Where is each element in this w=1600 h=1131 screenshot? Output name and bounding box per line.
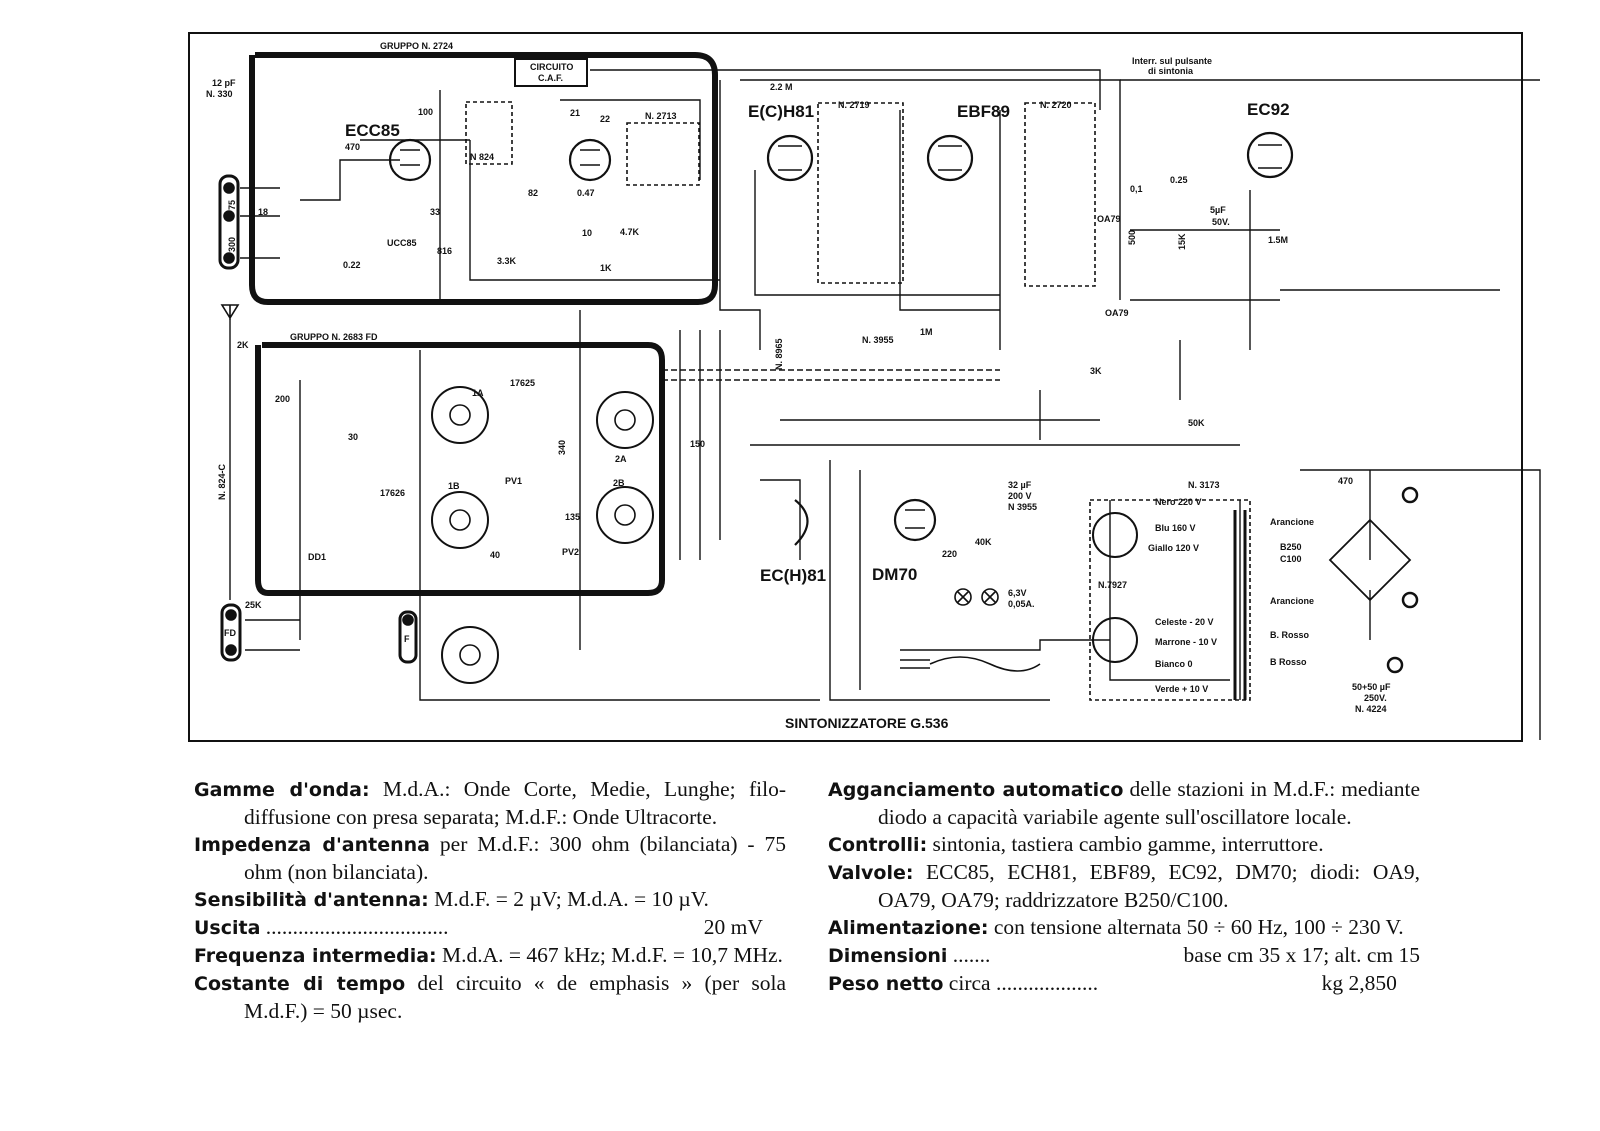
schematic-title: SINTONIZZATORE G.536 [785,715,949,731]
spec-frequenza [194,942,786,970]
val-lamp: 6,3V [1008,588,1027,598]
if-transformer-2713 [627,123,699,185]
oa79a-label: OA79 [1097,214,1121,224]
spec-peso-circa: circa [943,971,996,995]
spec-sensibilita-text: M.d.F. = 2 µV; M.d.A. = 10 µV. [428,887,709,911]
spec-agganciamento-label: Agganciamento automatico [828,779,1124,801]
val-340: 340 [557,439,567,455]
val-1m: 1M [920,327,933,337]
spec-gamme [194,776,786,831]
val-50v: 50V. [1212,217,1230,227]
val-022: 0.22 [343,260,361,270]
spec-gamme-text: M.d.A.: Onde Corte, Medie, Lunghe; filo-diffusione con presa separata; M.d.F.: Onde Ultracorte. [244,777,787,829]
val-40k: 40K [975,537,992,547]
ant-75-label: 75 [227,199,237,210]
spec-valvole-text: ECC85, ECH81, EBF89, EC92, DM70; diodi: OA9, OA79, OA79; raddrizzatore B250/C100. [878,860,1420,912]
pilot-lamp-1 [955,589,971,605]
tr-celeste: Celeste - 20 V [1155,617,1214,627]
val-82: 82 [528,188,539,198]
val-50-50uf: 50+50 µF [1352,682,1391,692]
tr-marrone: Marrone - 10 V [1155,637,1218,647]
spec-uscita [194,914,786,942]
val-18: 18 [258,207,269,217]
spec-alimentazione-text: con tensione alternata 50 ÷ 60 Hz, 100 ÷ 230 V. [988,915,1404,939]
interr-label-2: di sintonia [1148,66,1193,76]
tube-ech81 [768,136,812,180]
spec-impedenza-text: per M.d.F.: 300 ohm (bilanciata) - 75 ohm (non bilanciata). [244,832,786,884]
spec-alimentazione-label: Alimentazione: [828,917,989,939]
val-135: 135 [565,512,581,522]
spec-controlli-label: Controlli: [828,834,928,856]
tube-ec92-label: EC92 [1247,100,1290,119]
n3955b-label: N 3955 [1008,502,1038,512]
val-30: 30 [348,432,359,442]
antenna-symbol [222,305,238,320]
spec-peso-value: kg 2,850 [1321,971,1397,995]
pilot-lamp-2 [982,589,998,605]
tube-ecc85-b [570,140,610,180]
n8965-label: N. 8965 [774,338,784,370]
spec-costante [194,970,786,1025]
spec-costante-text: del circuito « de emphasis » (per sola M.d.F.) = 50 µsec. [244,971,786,1023]
spec-valvole [828,859,1420,914]
spec-agganciamento [828,776,1420,831]
if-transformer-2720 [1025,103,1095,286]
tr-giallo: Giallo 120 V [1148,543,1200,553]
tube-ech81b-label: EC(H)81 [760,566,827,585]
circuito-label: CIRCUITO [530,62,574,72]
spec-uscita-dots: .................................. [260,915,449,939]
val-100: 100 [418,107,434,117]
spec-gamme-label: Gamme d'onda: [194,779,370,801]
spec-controlli-text: sintonia, tastiera cambio gamme, interruttore. [927,832,1324,856]
switch-1b [432,492,488,548]
mains-plug [900,657,1040,671]
spec-impedenza-label: Impedenza d'antenna [194,834,430,856]
oa79b-label: OA79 [1105,308,1129,318]
switch-1a-label: 1A [472,388,484,398]
val-10: 10 [582,228,593,238]
spec-peso-label: Peso netto [828,973,944,995]
spec-dimensioni-label: Dimensioni [828,945,948,967]
interr-label-1: Interr. sul pulsante [1132,56,1213,66]
val-32uf: 32 µF [1008,480,1032,490]
val-17626: 17626 [380,488,406,498]
tube-ech81-b [795,500,808,545]
val-lamp-a: 0,05A. [1008,599,1035,609]
tube-ebf89 [928,136,972,180]
val-15k: 15K [1177,233,1187,250]
spec-uscita-value: 20 mV [703,915,763,939]
spec-frequenza-text: M.d.A. = 467 kHz; M.d.F. = 10,7 MHz. [436,943,783,967]
switch-1b-label: 1B [448,481,460,491]
spec-sensibilita [194,886,786,914]
if-transformer-2719 [818,103,903,283]
n3955-label: N. 3955 [862,335,894,345]
specs-right-column [828,776,1420,998]
val-200: 200 [275,394,291,404]
tube-ebf89-label: EBF89 [957,102,1010,121]
tr-rosso-1: B. Rosso [1270,630,1310,640]
spec-controlli [828,831,1420,859]
specs-left-column [194,776,786,1025]
val-01: 0,1 [1130,184,1143,194]
tube-ec92 [1248,133,1292,177]
spec-dimensioni-value: base cm 35 x 17; alt. cm 15 [1183,943,1420,967]
switch-f [442,627,498,683]
val-220: 220 [942,549,958,559]
val-pv2: PV2 [562,547,580,557]
n4224-label: N. 4224 [1355,704,1387,714]
val-17625: 17625 [510,378,536,388]
val-3k: 3K [1090,366,1102,376]
tube-dm70-label: DM70 [872,565,918,584]
val-200v: 200 V [1008,491,1032,501]
n330-label: N. 330 [206,89,233,99]
spec-costante-label: Costante di tempo [194,973,406,995]
val-047: 0.47 [577,188,595,198]
val-33k: 3.3K [497,256,517,266]
val-25k-a: 25K [245,600,262,610]
val-470: 470 [345,142,361,152]
spec-impedenza [194,831,786,886]
b250-label: B250 [1280,542,1302,552]
val-21: 21 [570,108,581,118]
val-250v: 250V. [1364,693,1387,703]
fd-label: FD [224,628,236,638]
val-22: 22 [600,114,611,124]
spec-uscita-label: Uscita [194,917,261,939]
switch-2b [597,487,653,543]
tube-ucc85-label: UCC85 [387,238,417,248]
n2720-label: N. 2720 [1040,100,1072,110]
spec-frequenza-label: Frequenza intermedia: [194,945,437,967]
spec-valvole-label: Valvole: [828,862,914,884]
n2713-label: N. 2713 [645,111,677,121]
spec-dimensioni [828,942,1420,970]
n3173-label: N. 3173 [1188,480,1220,490]
switch-2a [597,392,653,448]
n2719-label: N. 2719 [838,100,870,110]
val-1k: 1K [600,263,612,273]
tube-dm70 [895,500,935,540]
output-jack-bottom [1388,658,1402,672]
val-2k: 2K [237,340,249,350]
c100-rect-label: C100 [1280,554,1302,564]
caf-label: C.A.F. [538,73,564,83]
val-5uf: 5µF [1210,205,1226,215]
spec-sensibilita-label: Sensibilità d'antenna: [194,889,429,911]
f-label: F [404,634,410,644]
n7927-label: N.7927 [1098,580,1128,590]
switch-2b-label: 2B [613,478,625,488]
output-jack-mid [1403,593,1417,607]
spec-alimentazione [828,914,1420,942]
n824-label: N 824 [470,152,495,162]
tr-arancione-2: Arancione [1270,596,1315,606]
gruppo-2683-label: GRUPPO N. 2683 FD [290,332,378,342]
val-2-2m: 2.2 M [770,82,793,92]
val-dd1: DD1 [308,552,327,562]
switch-2a-label: 2A [615,454,627,464]
cap-12pf-label: 12 pF [212,78,236,88]
selector-n7927-top [1093,513,1137,557]
gruppo-2724-label: GRUPPO N. 2724 [380,41,454,51]
val-500: 500 [1127,229,1137,245]
tube-ecc85-label: ECC85 [345,121,400,140]
gruppo-2724-box [252,55,715,302]
val-15m: 1.5M [1268,235,1289,245]
tr-nero: Nero 220 V [1155,497,1202,507]
val-470-r: 470 [1338,476,1354,486]
val-50k: 50K [1188,418,1205,428]
tr-rosso-2: B Rosso [1270,657,1307,667]
val-47k: 4.7K [620,227,640,237]
spec-agganciamento-text: delle stazioni in M.d.F.: mediante diodo a capacità variabile agente sull'oscillatore locale. [878,777,1420,829]
spec-peso [828,970,1420,998]
tr-arancione-1: Arancione [1270,517,1315,527]
val-pv1: PV1 [505,476,523,486]
tr-bianco: Bianco 0 [1155,659,1193,669]
tr-blu: Blu 160 V [1155,523,1196,533]
tr-verde: Verde + 10 V [1155,684,1209,694]
val-816: 816 [437,246,453,256]
val-025: 0.25 [1170,175,1188,185]
spec-dimensioni-dots: ....... [947,943,991,967]
n824c-label: N. 824-C [217,463,227,500]
val-33: 33 [430,207,441,217]
ant-300-label: 300 [227,236,237,252]
tube-ech81-label: E(C)H81 [748,102,815,121]
val-40: 40 [490,550,501,560]
spec-peso-dots: ................... [995,971,1099,995]
output-jack-top [1403,488,1417,502]
val-150: 150 [690,439,706,449]
